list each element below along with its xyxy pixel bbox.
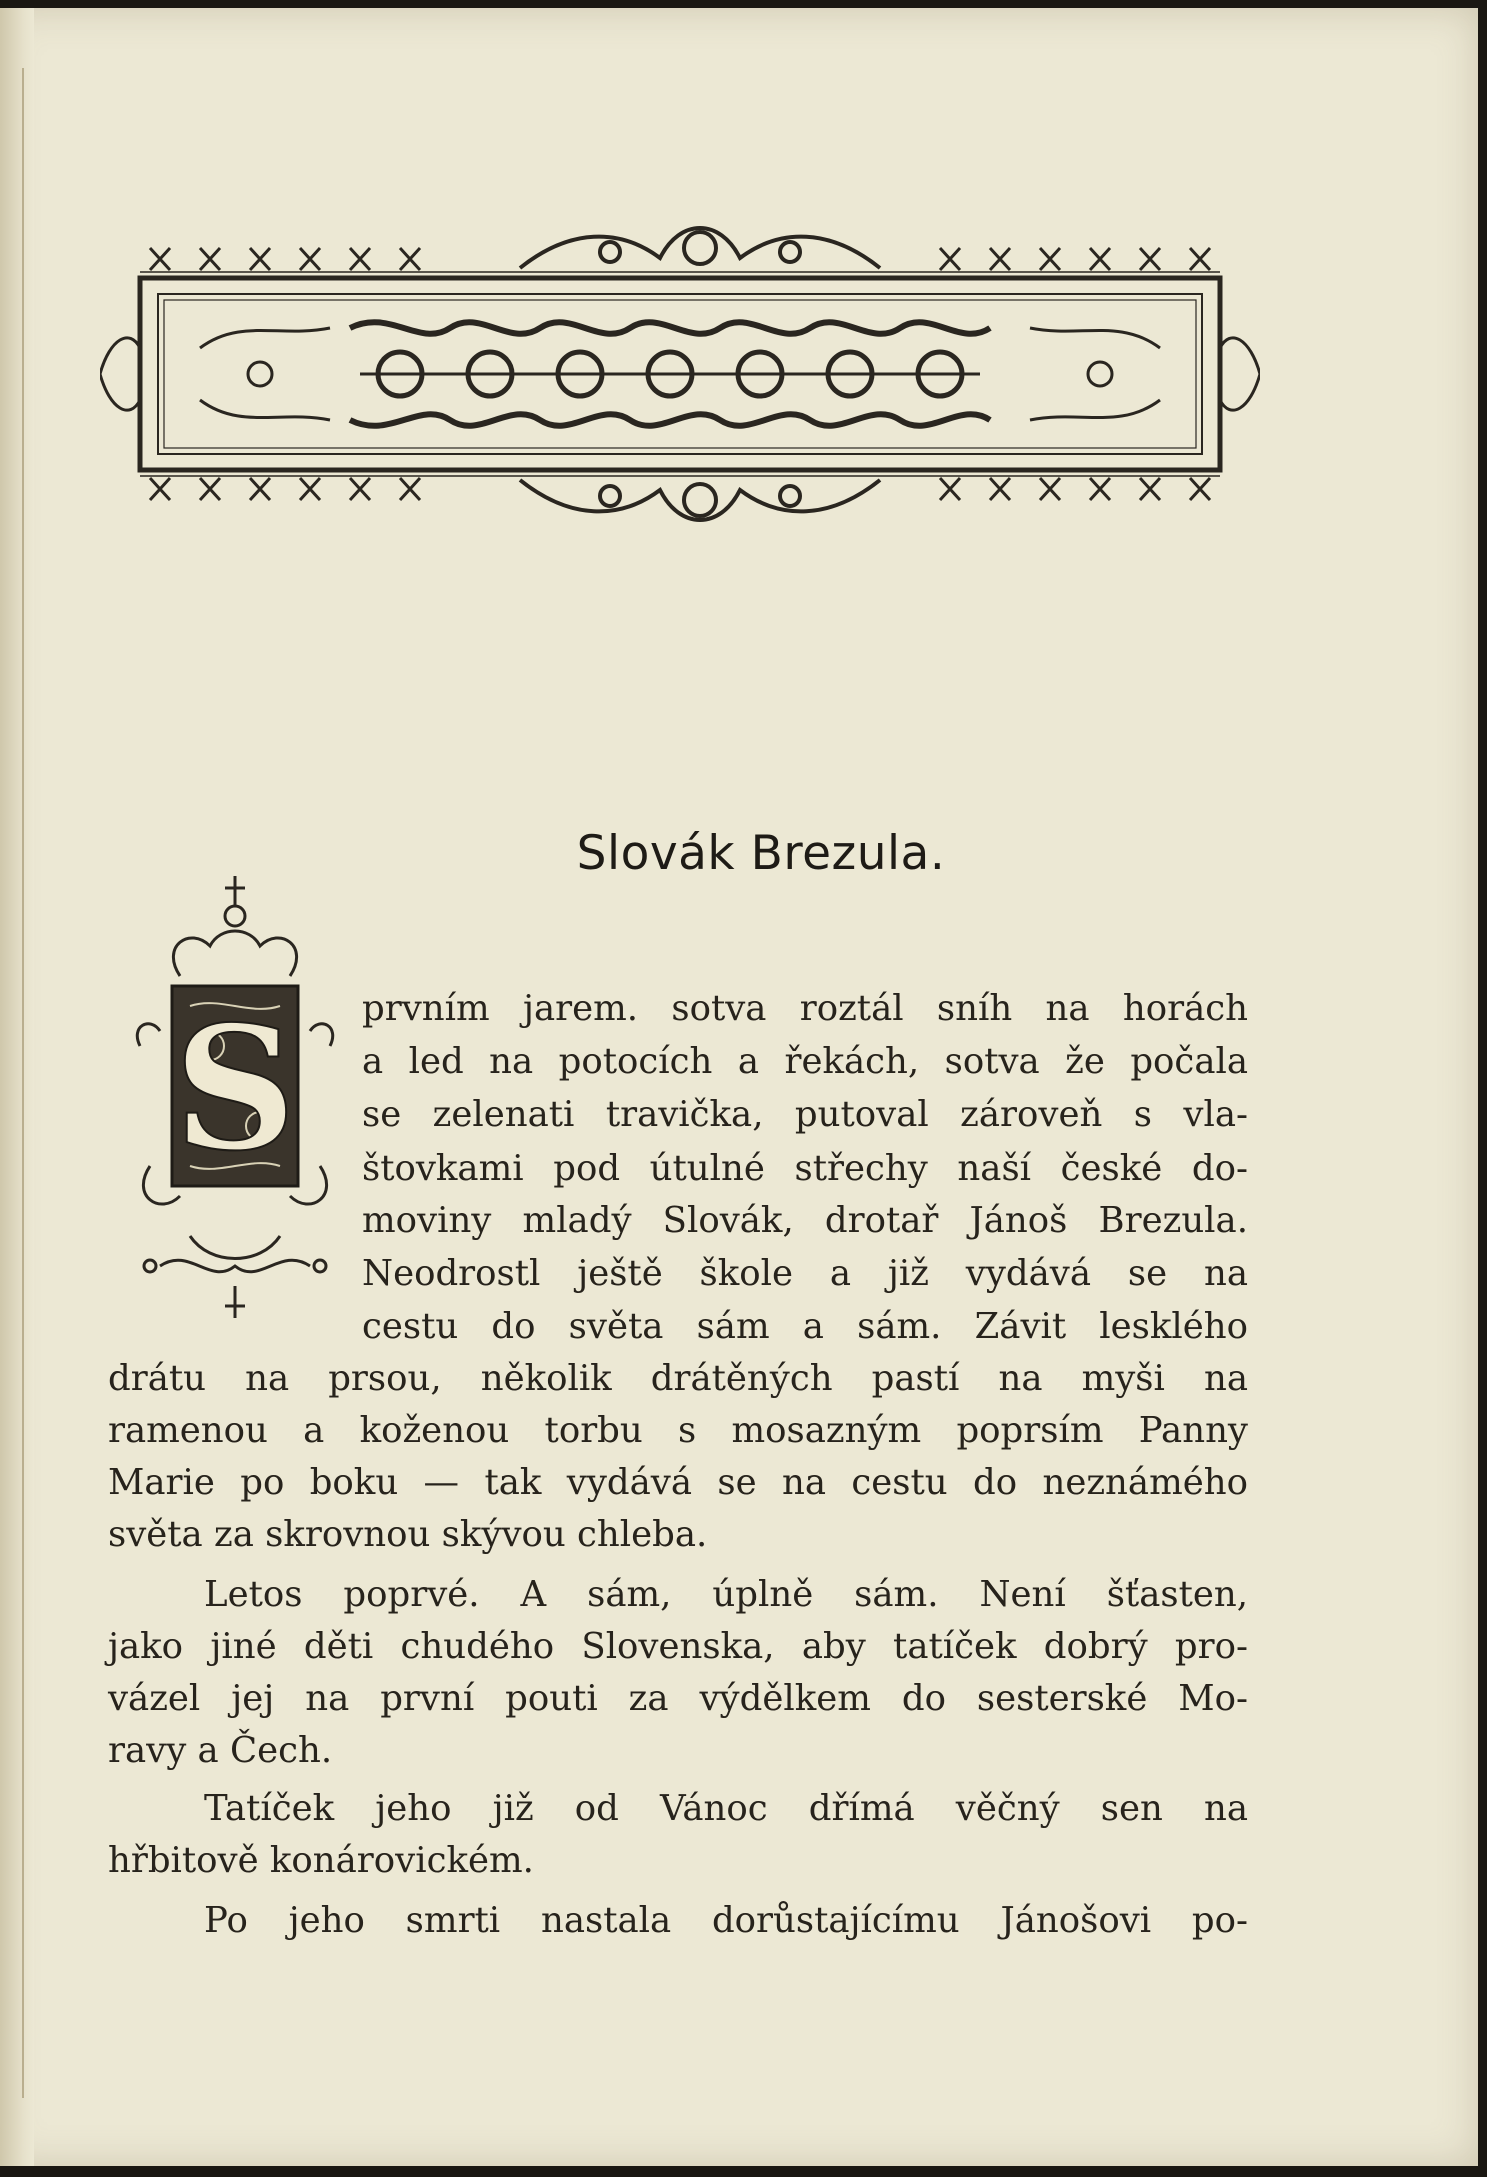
text-line: jako jiné děti chudého Slovenska, aby tatíček dobrý pro- — [108, 1626, 1248, 1667]
text-line: cestu do světa sám a sám. Závit lesklého — [362, 1306, 1248, 1347]
text-line: Letos poprvé. A sám, úplně sám. Není šťasten, — [204, 1574, 1248, 1615]
text-line: prvním jarem. sotva roztál sníh na horách — [362, 988, 1248, 1029]
initial-letter: S — [173, 989, 297, 1189]
text-line: světa za skrovnou skývou chleba. — [108, 1514, 708, 1555]
text-line: ravy a Čech. — [108, 1730, 333, 1771]
text-line: Marie po boku — tak vydává se na cestu do neznámého — [108, 1462, 1248, 1503]
text-line: Po jeho smrti nastala dorůstajícímu Jánošovi po- — [204, 1900, 1248, 1941]
text-line: Tatíček jeho již od Vánoc dřímá věčný sen na — [204, 1788, 1248, 1829]
binding-line — [22, 68, 24, 2098]
book-page — [0, 8, 1478, 2166]
ornamental-headpiece — [100, 218, 1260, 530]
text-line: se zelenati travička, putoval zároveň s vla- — [362, 1094, 1248, 1135]
text-line: ramenou a koženou torbu s mosazným poprsím Panny — [108, 1410, 1248, 1451]
book-spine-edge — [0, 8, 34, 2166]
text-line: moviny mladý Slovák, drotař Jánoš Brezula. — [362, 1200, 1248, 1241]
text-line: vázel jej na první pouti za výdělkem do sesterské Mo- — [108, 1678, 1248, 1719]
text-line: Neodrostl ještě škole a již vydává se na — [362, 1253, 1248, 1294]
decorated-initial-s — [130, 866, 340, 1328]
text-line: štovkami pod útulné střechy naší české do- — [362, 1148, 1248, 1189]
text-line: hřbitově konárovickém. — [108, 1840, 534, 1881]
chapter-title: Slovák Brezula. — [576, 826, 946, 881]
text-line: a led na potocích a řekách, sotva že počala — [362, 1041, 1248, 1082]
text-line: drátu na prsou, několik drátěných pastí na myši na — [108, 1358, 1248, 1399]
